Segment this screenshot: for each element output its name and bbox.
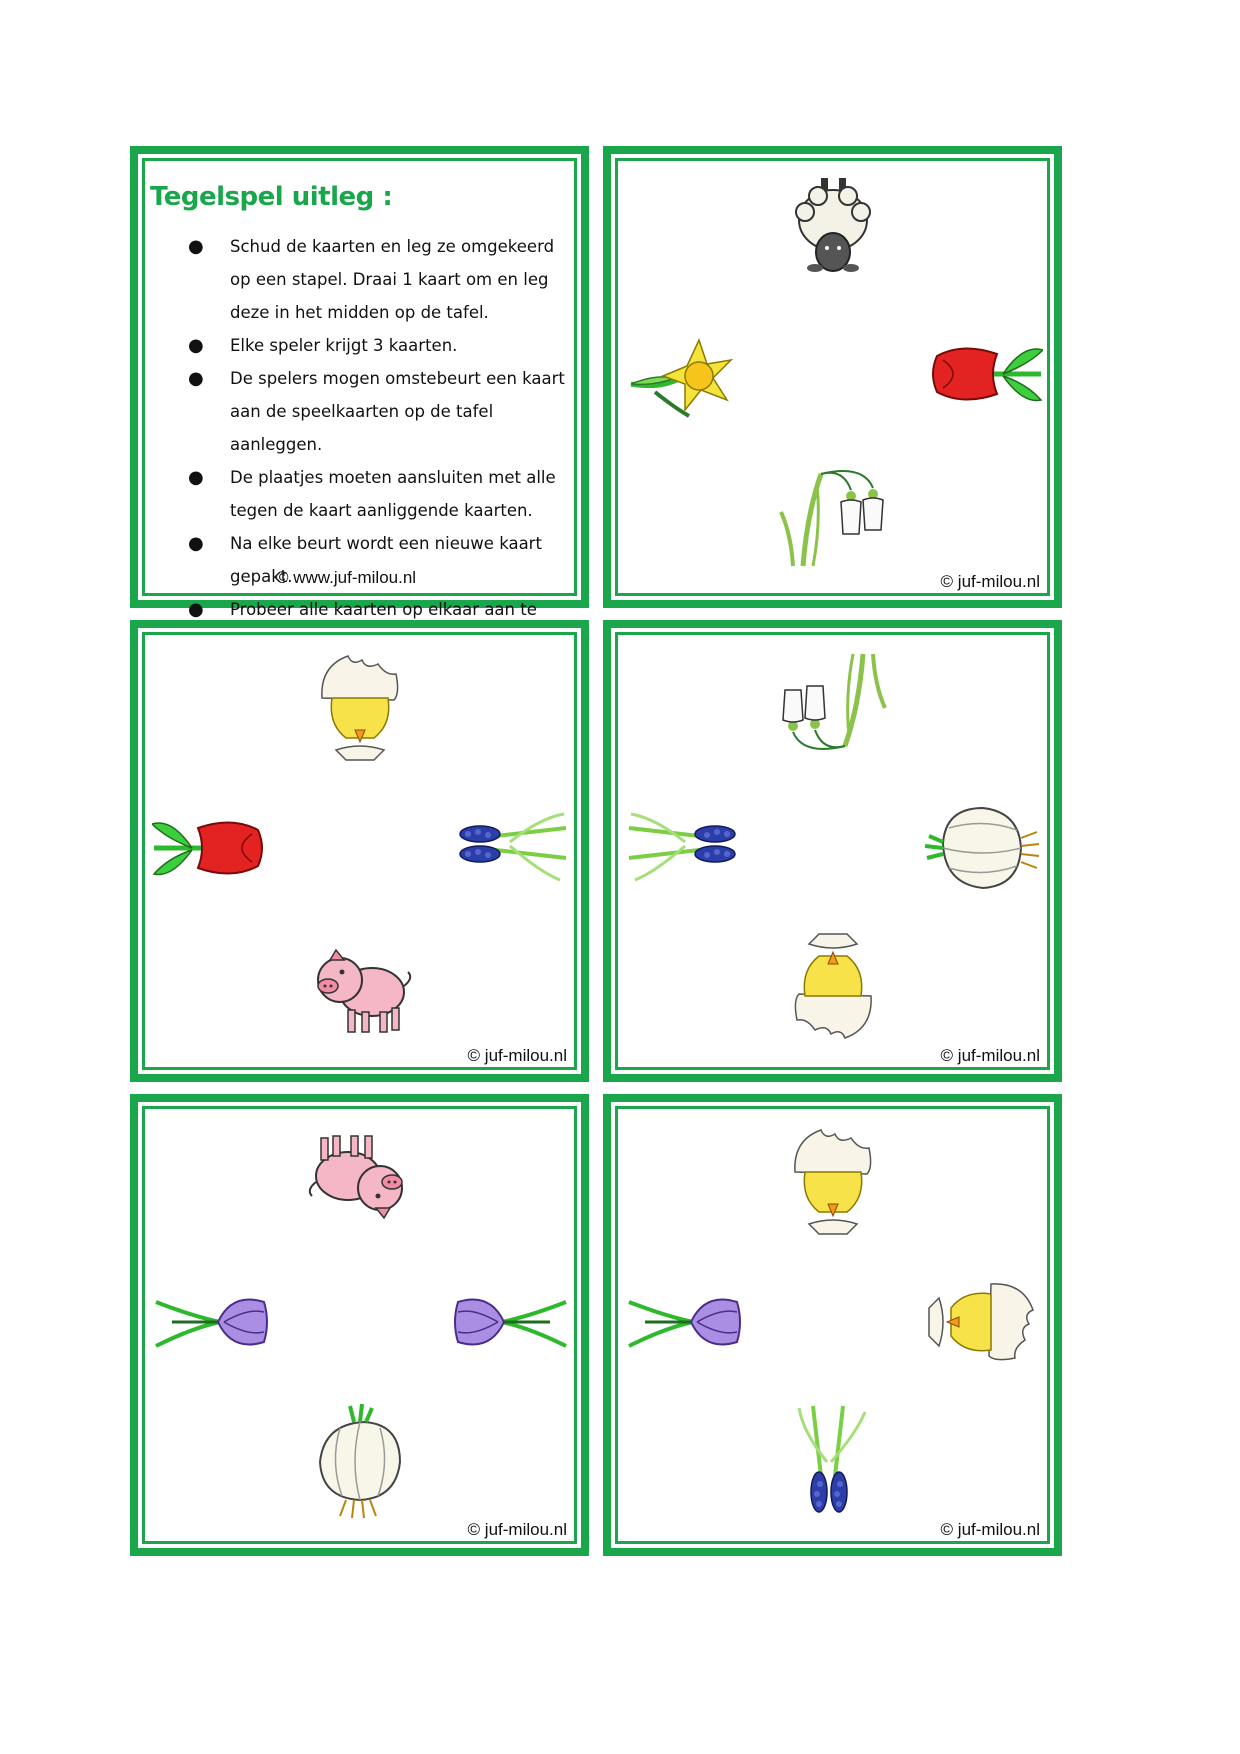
copyright: © juf-milou.nl <box>940 1520 1040 1539</box>
snowdrop-icon <box>773 646 893 766</box>
bullet-icon: ● <box>188 533 204 554</box>
rule-text: De spelers mogen omstebeurt een kaart aan de speelkaarten op de tafel aanleggen. <box>230 369 565 454</box>
crocus-icon <box>625 1262 745 1382</box>
copyright: © juf-milou.nl <box>940 572 1040 591</box>
chick-icon <box>773 1120 893 1240</box>
rules-card <box>130 146 589 620</box>
bullet-icon: ● <box>188 368 204 389</box>
rule-text: Elke speler krijgt 3 kaarten. <box>230 336 458 355</box>
rules-list <box>188 230 578 659</box>
copyright: © juf-milou.nl <box>940 1046 1040 1065</box>
tile-card <box>130 620 589 1082</box>
bullet-icon: ● <box>188 599 204 620</box>
rule-item <box>188 461 578 527</box>
copyright: © juf-milou.nl <box>467 1520 567 1539</box>
bulb-icon <box>923 788 1043 908</box>
sheep-icon <box>773 172 893 292</box>
crocus-icon <box>152 1262 272 1382</box>
snowdrop-icon <box>773 454 893 574</box>
bulb-icon <box>300 1402 420 1522</box>
chick-icon <box>773 928 893 1048</box>
rules-title: Tegelspel uitleg : <box>150 182 393 212</box>
pig-icon <box>300 1120 420 1240</box>
tulip-icon <box>923 314 1043 434</box>
tile-card <box>603 1094 1062 1556</box>
grape-hyacinth-icon <box>773 1402 893 1522</box>
tulip-icon <box>152 788 272 908</box>
rule-text: De plaatjes moeten aansluiten met alle tegen de kaart aanliggende kaarten. <box>230 468 556 520</box>
chick-icon <box>923 1262 1043 1382</box>
bullet-icon: ● <box>188 467 204 488</box>
tile-card <box>130 1094 589 1556</box>
daffodil-icon <box>625 314 745 434</box>
bullet-icon: ● <box>188 236 204 257</box>
rule-item <box>188 329 578 362</box>
rule-item <box>188 362 578 461</box>
pig-icon <box>300 928 420 1048</box>
rule-item <box>188 230 578 329</box>
grape-hyacinth-icon <box>450 788 570 908</box>
chick-icon <box>300 646 420 766</box>
rule-text: Na elke beurt wordt een nieuwe kaart gepakt. <box>230 534 542 586</box>
tile-card <box>603 146 1062 608</box>
rules-site-credit: © www.juf-milou.nl <box>276 568 417 587</box>
tile-card <box>603 620 1062 1082</box>
bullet-icon: ● <box>188 335 204 356</box>
rule-text: Probeer alle kaarten op elkaar aan te <box>230 600 537 619</box>
rule-text: Schud de kaarten en leg ze omgekeerd op een stapel. Draai 1 kaart om en leg deze in het midden op de tafel. <box>230 237 555 322</box>
crocus-icon <box>450 1262 570 1382</box>
copyright: © juf-milou.nl <box>467 1046 567 1065</box>
grape-hyacinth-icon <box>625 788 745 908</box>
